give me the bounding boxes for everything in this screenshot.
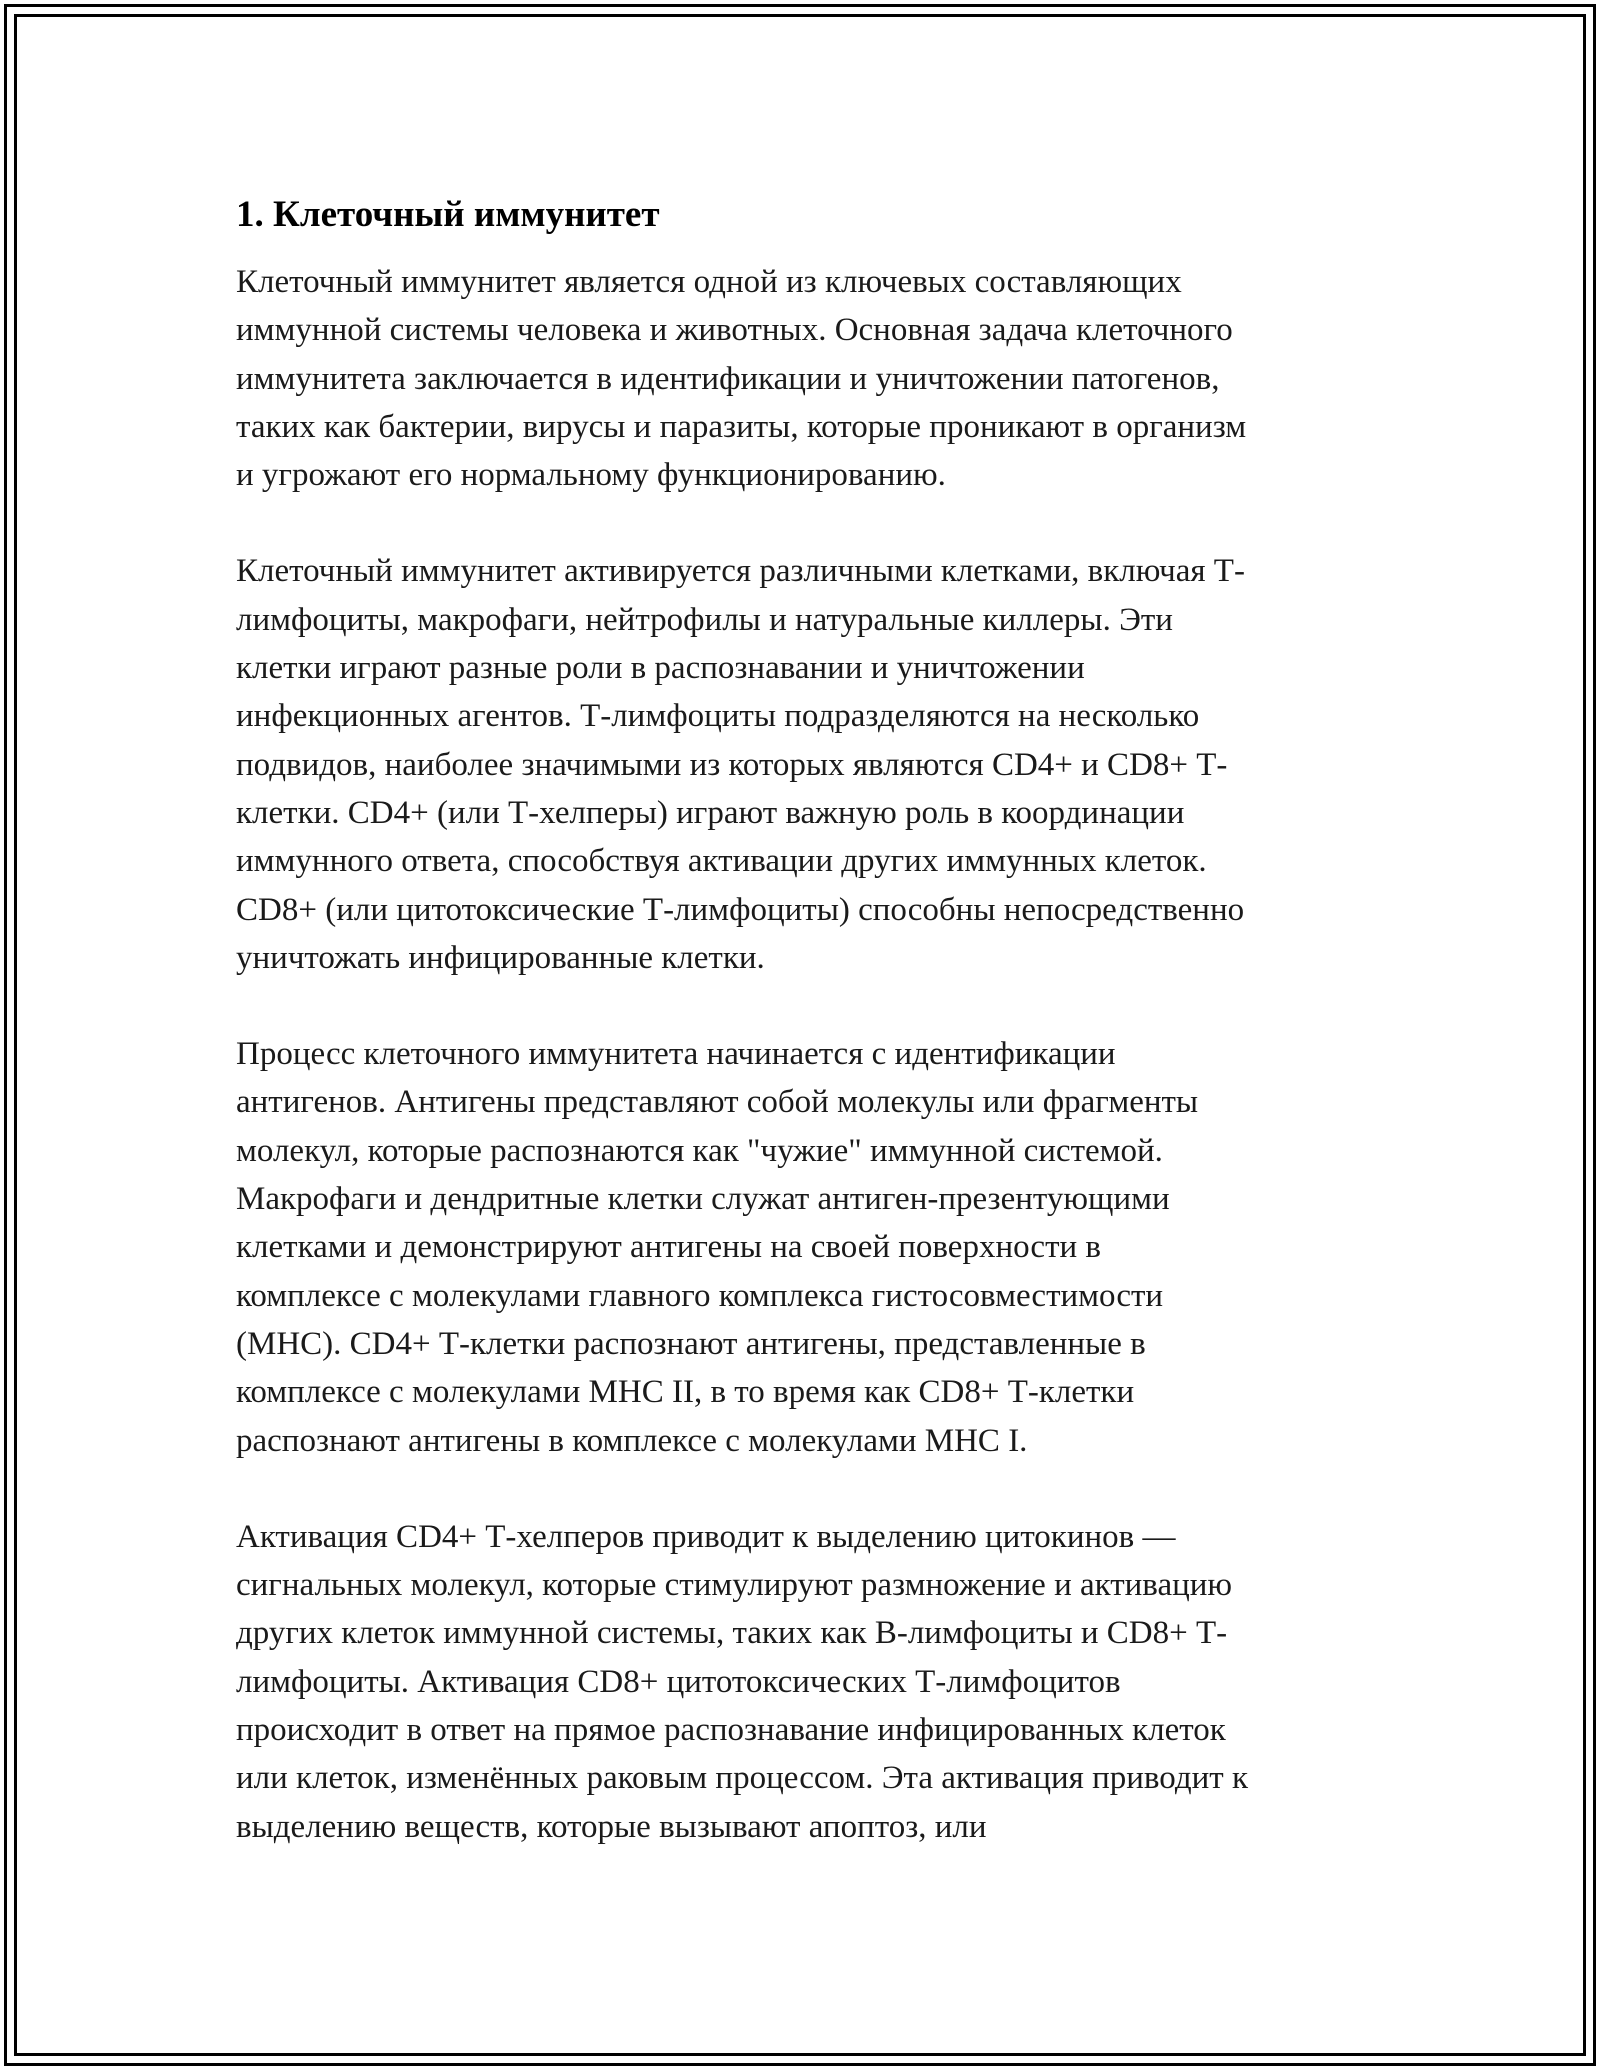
document-body bbox=[236, 186, 1366, 1899]
text-line: (MHC). CD4+ Т-клетки распознают антигены, представленные в bbox=[236, 1325, 1146, 1362]
text-line: комплексе с молекулами главного комплекса гистосовместимости bbox=[236, 1277, 1164, 1314]
paragraph-1 bbox=[236, 258, 1366, 499]
text-line: таких как бактерии, вирусы и паразиты, которые проникают в организм bbox=[236, 408, 1247, 445]
text-line: Клеточный иммунитет является одной из ключевых составляющих bbox=[236, 264, 1182, 300]
text-line: клетками и демонстрируют антигены на своей поверхности в bbox=[236, 1229, 1101, 1266]
text-line: иммунного ответа, способствуя активации других иммунных клеток. bbox=[236, 843, 1207, 880]
text-line: лимфоциты, макрофаги, нейтрофилы и натуральные киллеры. Эти bbox=[236, 601, 1173, 638]
text-line: Активация CD4+ Т-хелперов приводит к выделению цитокинов — bbox=[236, 1518, 1176, 1555]
text-line: молекул, которые распознаются как "чужие" иммунной системой. bbox=[236, 1132, 1163, 1169]
text-line: выделению веществ, которые вызывают апоптоз, или bbox=[236, 1808, 987, 1845]
text-line: Макрофаги и дендритные клетки служат антиген-презентующими bbox=[236, 1181, 1170, 1218]
text-line: иммунной системы человека и животных. Основная задача клеточного bbox=[236, 312, 1233, 349]
text-line: и угрожают его нормальному функционированию. bbox=[236, 457, 946, 494]
text-line: клетки. CD4+ (или Т-хелперы) играют важную роль в координации bbox=[236, 794, 1185, 831]
text-line: Процесс клеточного иммунитета начинается с идентификации bbox=[236, 1036, 1116, 1073]
paragraph-4 bbox=[236, 1513, 1366, 1851]
text-line: антигенов. Антигены представляют собой молекулы или фрагменты bbox=[236, 1084, 1199, 1121]
text-line: инфекционных агентов. Т-лимфоциты подразделяются на несколько bbox=[236, 698, 1200, 735]
text-line: распознают антигены в комплексе с молекулами MHC I. bbox=[236, 1422, 1028, 1459]
text-line: других клеток иммунной системы, таких как В-лимфоциты и CD8+ Т- bbox=[236, 1615, 1228, 1652]
text-line: происходит в ответ на прямое распознавание инфицированных клеток bbox=[236, 1712, 1226, 1749]
text-line: клетки играют разные роли в распознавании и уничтожении bbox=[236, 650, 1085, 687]
text-line: лимфоциты. Активация CD8+ цитотоксических Т-лимфоцитов bbox=[236, 1663, 1121, 1700]
text-line: или клеток, изменённых раковым процессом. Эта активация приводит к bbox=[236, 1760, 1248, 1797]
text-line: CD8+ (или цитотоксические Т-лимфоциты) способны непосредственно bbox=[236, 891, 1245, 928]
text-line: сигнальных молекул, которые стимулируют размножение и активацию bbox=[236, 1567, 1233, 1604]
text-line: уничтожать инфицированные клетки. bbox=[236, 939, 765, 976]
section-heading: 1. Клеточный иммунитет bbox=[236, 194, 660, 235]
paragraph-3 bbox=[236, 1030, 1366, 1465]
text-line: комплексе с молекулами MHC II, в то время как CD8+ Т-клетки bbox=[236, 1374, 1135, 1411]
text-line: Клеточный иммунитет активируется различными клетками, включая Т- bbox=[236, 553, 1245, 590]
paragraph-2 bbox=[236, 547, 1366, 982]
text-line: иммунитета заключается в идентификации и уничтожении патогенов, bbox=[236, 360, 1220, 397]
text-line: подвидов, наиболее значимыми из которых являются CD4+ и CD8+ Т- bbox=[236, 746, 1228, 783]
